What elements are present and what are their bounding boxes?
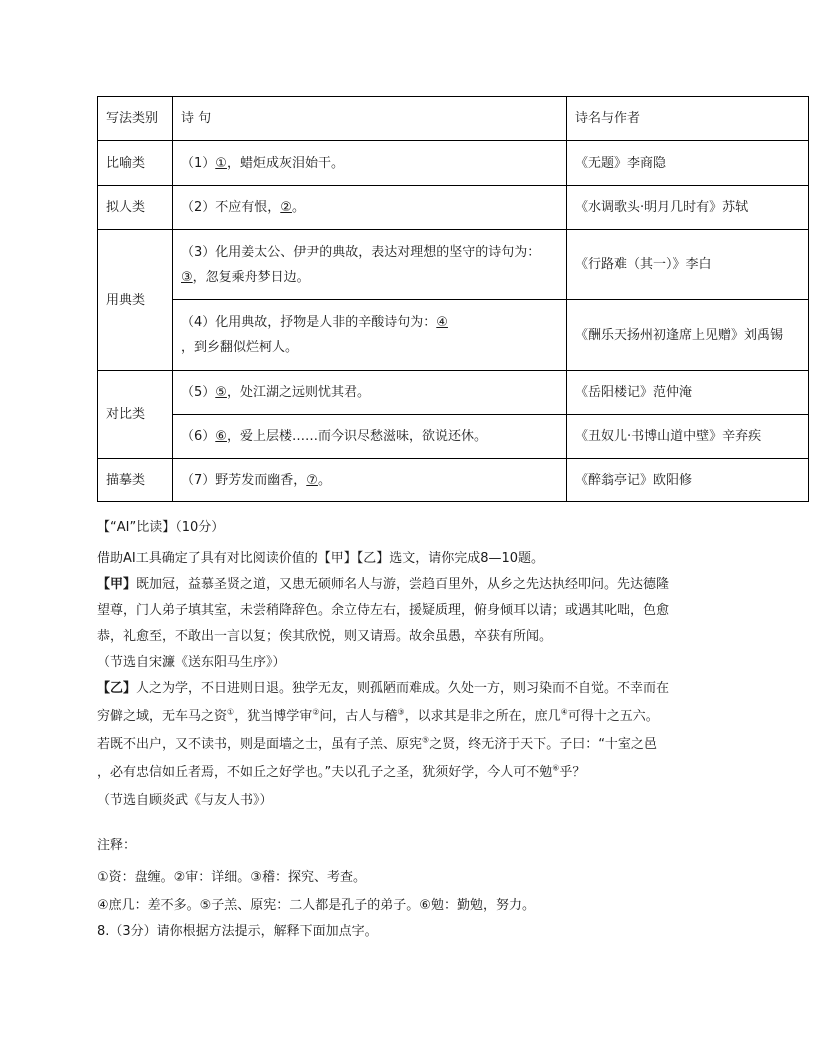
category-cell: 对比类 [98, 371, 173, 459]
table-row [98, 230, 809, 300]
category-cell: 比喻类 [98, 141, 173, 186]
poem-table [97, 96, 809, 502]
category-cell: 拟人类 [98, 186, 173, 230]
jia-line-3: 恭，礼愈至，不敢出一言以复；俟其欣悦，则又请焉。故余虽愚，卒获有所闻。 [97, 629, 553, 644]
poem-text-line2 [181, 265, 558, 290]
blank-2: ② [280, 200, 292, 215]
yi-line-4 [97, 763, 585, 783]
poem-text: （4）化用典故，抒物是人非的辛酸诗句为： [181, 315, 437, 330]
blank-4: ④ [436, 315, 448, 330]
yi-text: 若既不出户，又不读书，则是面墙之士，虽有子羔、原宪 [97, 737, 423, 752]
poem-text: （2）不应有恨， [181, 200, 281, 215]
yi-line-1 [97, 679, 669, 699]
yi-text: ，以求其是非之所在，庶几 [404, 709, 561, 724]
yi-source: （节选自顾炎武《与友人书》） [97, 793, 273, 808]
poem-line-cell [173, 141, 567, 186]
yi-text: ，犹当博学审 [234, 709, 313, 724]
section-heading [97, 518, 224, 538]
poem-text: ，爱上层楼……而今识尽愁滋味，欲说还休。 [226, 429, 487, 444]
yi-text: 问，古人与稽 [319, 709, 398, 724]
jia-line-1 [97, 575, 669, 595]
source-cell: 《醉翁亭记》欧阳修 [567, 459, 809, 502]
header-category: 写法类别 [98, 97, 173, 141]
blank-5: ⑤ [215, 385, 227, 400]
blank-6: ⑥ [215, 429, 227, 444]
yi-text: 之贤，终无济于天下。子曰：“十室之邑 [429, 737, 657, 752]
table-row [98, 141, 809, 186]
section-intro: 借助AI工具确定了具有对比阅读价值的【甲】【乙】选文，请你完成8—10题。 [97, 551, 545, 566]
notes-line-1: ①资：盘缠。②审：详细。③稽：探究、考查。 [97, 870, 366, 885]
heading-score: （10分） [175, 520, 225, 535]
category-cell: 用典类 [98, 230, 173, 371]
poem-line-cell [173, 300, 567, 371]
poem-text: ，到乡翻似烂柯人。 [181, 340, 299, 355]
poem-text: （5） [181, 385, 216, 400]
yi-line-2 [97, 707, 659, 727]
jia-label: 【甲】 [97, 577, 137, 592]
poem-text: 。 [317, 472, 331, 488]
poem-text: 。 [291, 200, 305, 215]
poem-text: ，处江湖之远则忧其君。 [226, 385, 370, 400]
poem-text: ，蜡炬成灰泪始干。 [226, 155, 344, 171]
source-cell: 《无题》李商隐 [567, 141, 809, 186]
poem-line-cell [173, 415, 567, 459]
table-row [98, 459, 809, 502]
heading-text: 【“AI”比读】 [97, 520, 176, 535]
note-marker: ④ [560, 707, 568, 717]
blank-3: ③ [181, 269, 193, 285]
poem-line-cell [173, 230, 567, 300]
table-row [98, 415, 809, 459]
question-8: 8.（3分）请你根据方法提示，解释下面加点字。 [97, 924, 378, 939]
poem-text: ，忽复乘舟梦日边。 [192, 269, 310, 285]
note-marker: ⑤ [422, 735, 430, 745]
blank-1: ① [215, 155, 227, 171]
header-poem-lines: 诗 句 [173, 97, 567, 141]
blank-7: ⑦ [306, 472, 318, 488]
poem-line-cell [173, 459, 567, 502]
jia-line-2: 望尊，门人弟子填其室，未尝稍降辞色。余立侍左右，援疑质理，俯身倾耳以请；或遇其叱咄，色愈 [97, 603, 670, 618]
note-marker: ③ [397, 707, 405, 717]
poem-text: （6） [181, 429, 216, 444]
yi-text: 人之为学，不日进则日退。独学无友，则孤陋而难成。久处一方，则习染而不自觉。不幸而在 [136, 681, 670, 696]
table-row [98, 186, 809, 230]
table-row [98, 371, 809, 415]
yi-text: 乎？ [559, 765, 586, 780]
notes-label: 注释： [97, 838, 137, 853]
yi-text: ，必有忠信如丘者焉，不如丘之好学也。”夫以孔子之圣，犹须好学，今人可不勉 [97, 765, 553, 780]
poem-text: （3）化用姜太公、伊尹的典故，表达对理想的坚守的诗句为： [181, 244, 541, 260]
note-marker: ② [312, 707, 320, 717]
table-row [98, 300, 809, 371]
poem-line-cell [173, 186, 567, 230]
yi-text: 穷僻之域，无车马之资 [97, 709, 228, 724]
category-cell: 描摹类 [98, 459, 173, 502]
yi-text: 可得十之五六。 [567, 709, 659, 724]
source-cell: 《丑奴儿·书博山道中壁》辛弃疾 [567, 415, 809, 459]
note-marker: ⑥ [552, 763, 560, 773]
table-header-row [98, 97, 809, 141]
source-cell: 《行路难（其一）》李白 [567, 230, 809, 300]
poem-text: （7）野芳发而幽香， [181, 472, 307, 488]
header-title-author: 诗名与作者 [567, 97, 809, 141]
poem-text-line1 [181, 310, 558, 335]
jia-text: 既加冠，益慕圣贤之道，又患无硕师名人与游，尝趋百里外，从乡之先达执经叩问。先达德隆 [136, 577, 670, 592]
source-cell: 《酬乐天扬州初逢席上见赠》刘禹锡 [567, 300, 809, 371]
note-marker: ① [227, 707, 235, 717]
source-cell: 《水调歌头·明月几时有》苏轼 [567, 186, 809, 230]
yi-label: 【乙】 [97, 681, 137, 696]
poem-text: （1） [181, 155, 216, 171]
source-cell: 《岳阳楼记》范仲淹 [567, 371, 809, 415]
notes-line-2: ④庶几：差不多。⑤子羔、原宪：二人都是孔子的弟子。⑥勉：勤勉，努力。 [97, 898, 535, 913]
poem-line-cell [173, 371, 567, 415]
jia-source: （节选自宋濂《送东阳马生序》） [97, 655, 286, 670]
yi-line-3 [97, 735, 657, 755]
